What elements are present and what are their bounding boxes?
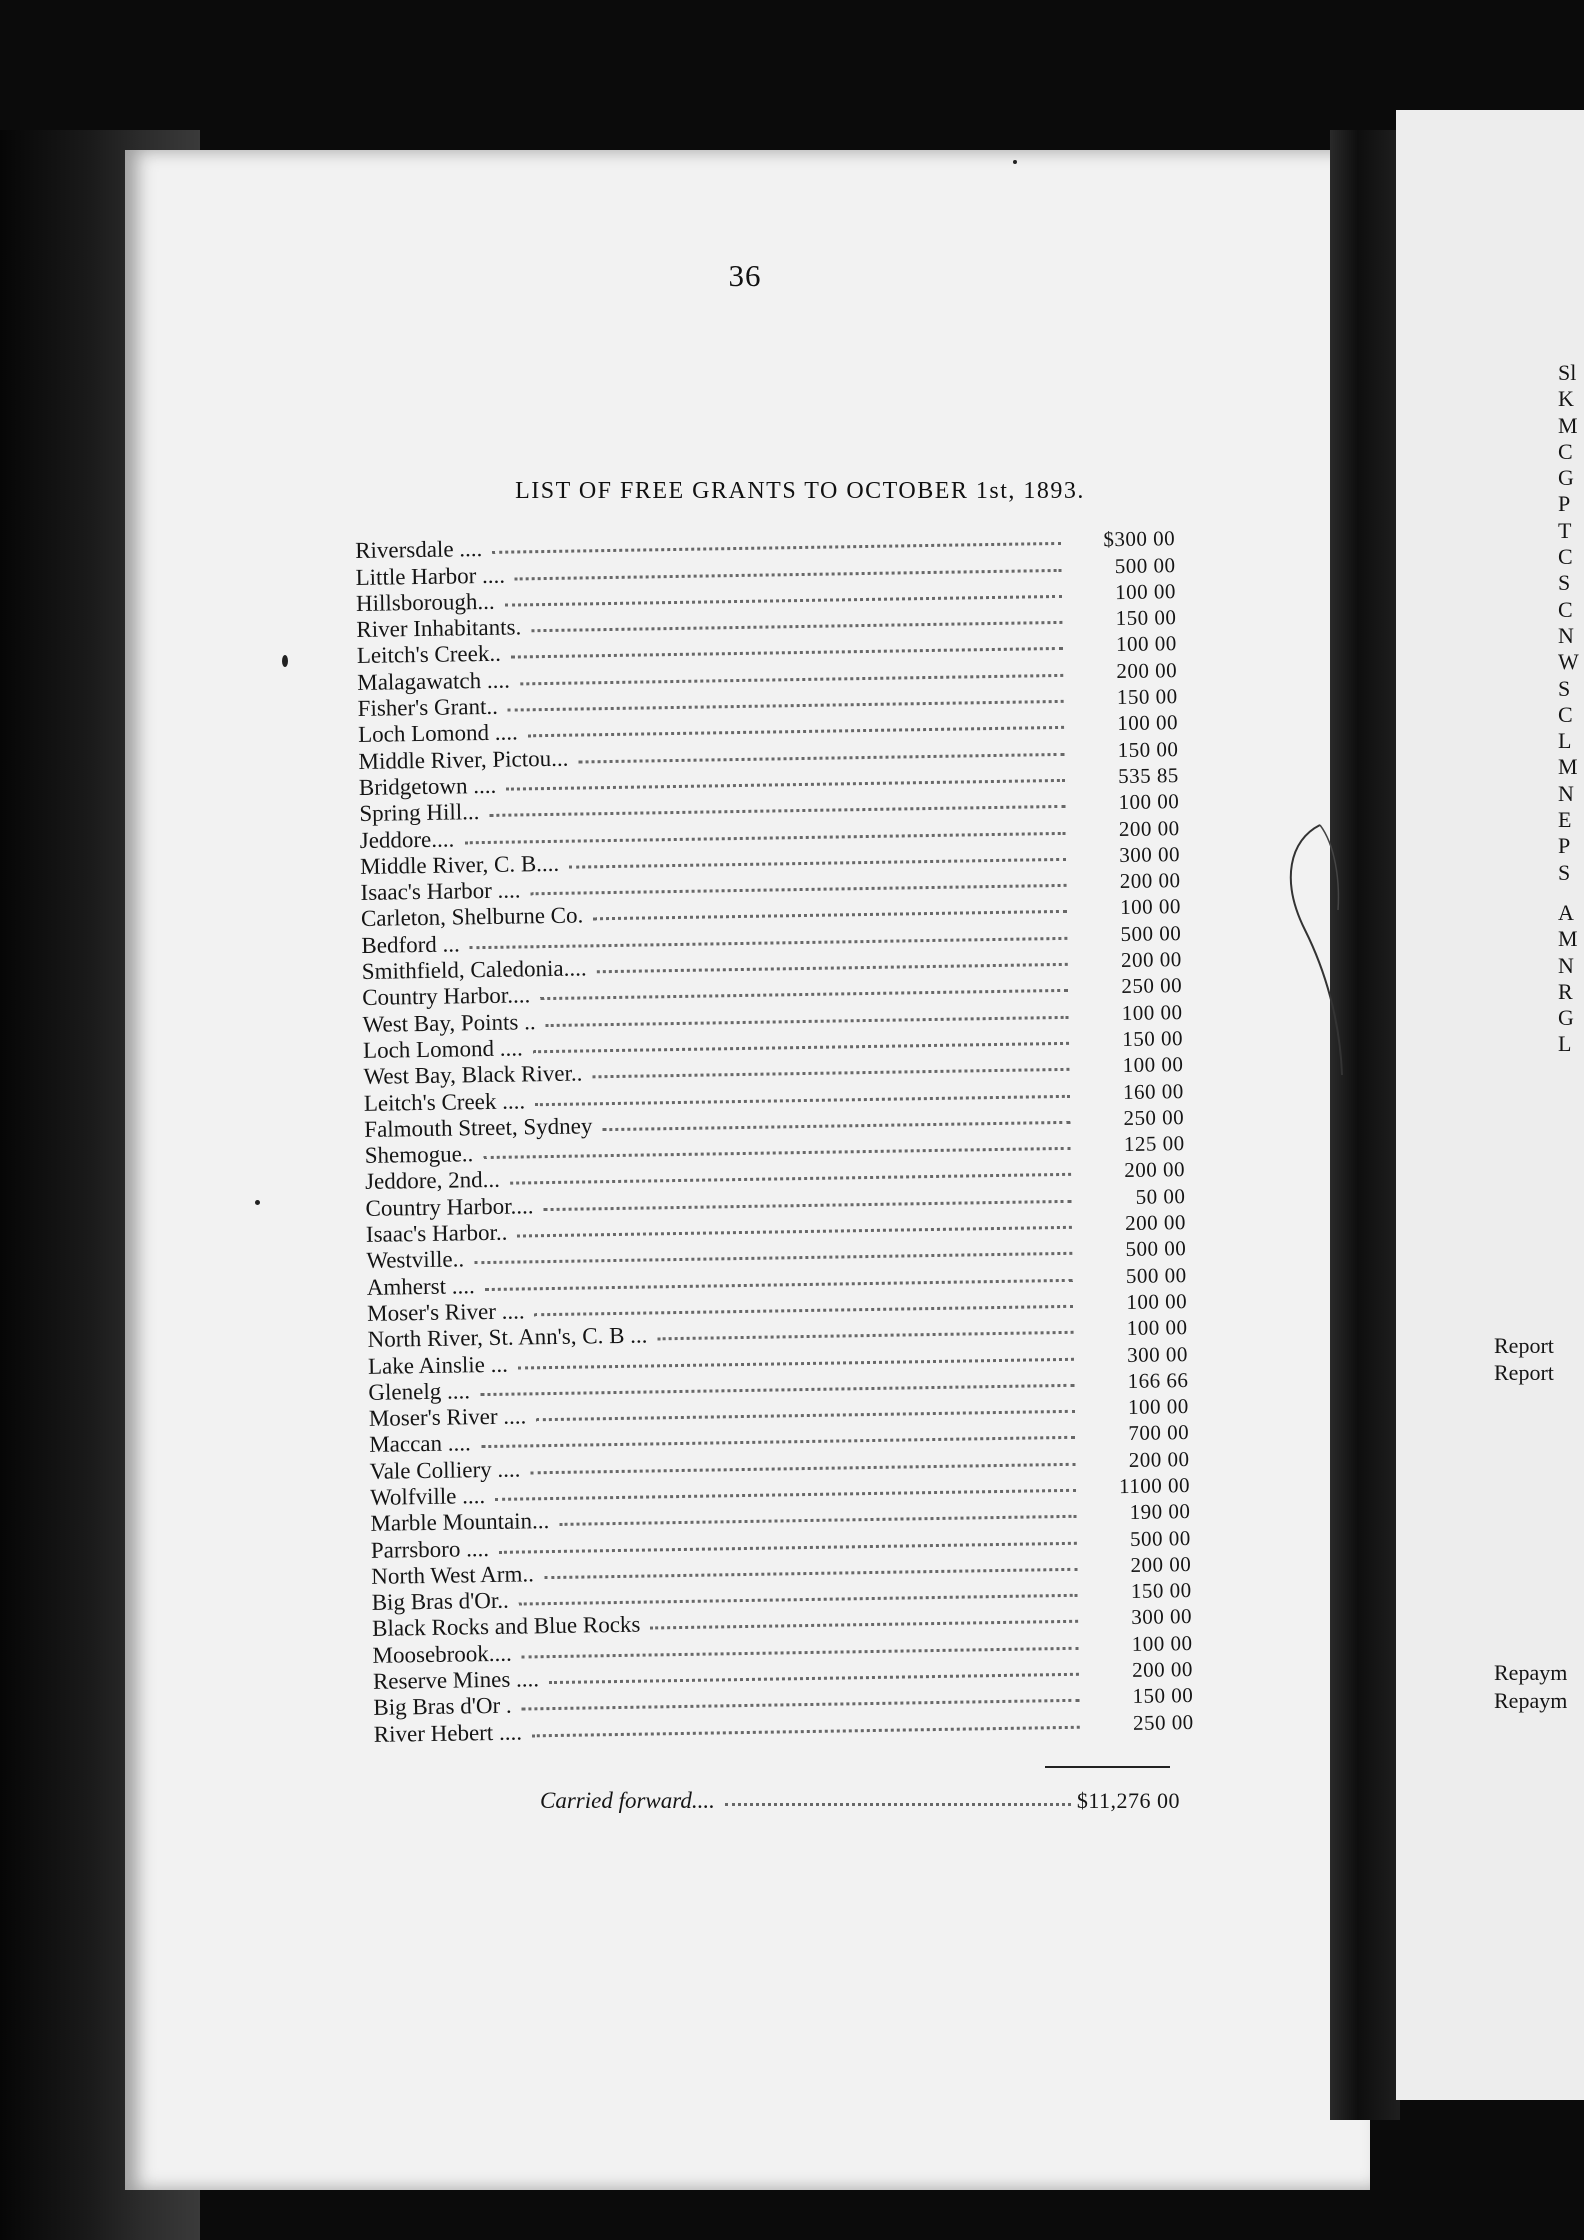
grant-place: Hillsborough...	[355, 588, 495, 616]
page-number: 36	[728, 258, 762, 293]
grant-amount: $300 00	[1103, 526, 1176, 552]
dot-leader	[540, 988, 1068, 1000]
loose-thread-mark	[1280, 820, 1360, 1080]
grant-place: Middle River, Pictou...	[358, 745, 569, 774]
grant-place: Glenelg ....	[368, 1378, 471, 1405]
dot-leader	[531, 883, 1067, 895]
dot-leader	[470, 936, 1068, 949]
dot-leader	[546, 1014, 1069, 1026]
grant-place: Moser's River ....	[366, 1298, 525, 1326]
grant-place: Maccan ....	[369, 1430, 471, 1458]
facing-page-letter: N	[1558, 622, 1574, 648]
grant-amount: 500 00	[1125, 1262, 1187, 1288]
grant-amount: 100 00	[1121, 999, 1183, 1025]
dot-leader	[495, 1488, 1076, 1501]
grant-place: Jeddore, 2nd...	[364, 1167, 501, 1195]
book-gutter	[1330, 130, 1400, 2120]
facing-page-letter: K	[1558, 386, 1574, 412]
dot-leader	[510, 1172, 1071, 1185]
facing-page-text-mid	[1558, 900, 1584, 1058]
dot-leader	[536, 1409, 1075, 1421]
grant-amount: 50 00	[1135, 1183, 1186, 1209]
facing-page-reported-1: Report	[1494, 1333, 1554, 1358]
dot-leader	[725, 1802, 1071, 1806]
grant-place: Smithfield, Caledonia....	[361, 955, 587, 984]
grant-amount: 300 00	[1131, 1604, 1193, 1630]
facing-page-letter: L	[1558, 728, 1572, 754]
grant-place: Shemogue..	[364, 1141, 474, 1169]
dot-leader	[520, 673, 1063, 686]
grant-amount: 200 00	[1128, 1446, 1190, 1472]
grant-amount: 1100 00	[1118, 1472, 1191, 1499]
grant-place: Big Bras d'Or .	[373, 1693, 512, 1721]
grant-amount: 150 00	[1116, 684, 1178, 710]
grant-amount: 200 00	[1124, 1210, 1187, 1236]
carried-forward-row	[540, 1788, 1180, 1814]
dot-leader	[533, 1041, 1069, 1053]
grant-amount: 200 00	[1131, 1657, 1194, 1682]
grant-place: Isaac's Harbor ....	[360, 877, 521, 906]
facing-page-letter: G	[1558, 1005, 1574, 1031]
dot-leader	[657, 1330, 1073, 1341]
dot-leader	[535, 1304, 1074, 1316]
grant-place: Black Rocks and Blue Rocks	[371, 1612, 641, 1642]
grant-place: Reserve Mines ....	[372, 1666, 540, 1694]
grant-amount: 150 00	[1132, 1683, 1194, 1709]
facing-page-text-top	[1558, 360, 1584, 886]
dot-leader	[518, 1356, 1074, 1369]
grant-amount: 190 00	[1129, 1499, 1191, 1525]
grant-amount: 250 00	[1123, 1104, 1185, 1130]
grant-place: Isaac's Harbor..	[365, 1219, 508, 1247]
grant-place: Middle River, C. B....	[359, 850, 560, 879]
dot-leader	[511, 646, 1063, 659]
dot-leader	[592, 1067, 1069, 1078]
dot-leader	[531, 620, 1062, 632]
dot-leader	[597, 962, 1068, 973]
carried-forward-label: Carried forward....	[540, 1788, 715, 1813]
grant-amount: 200 00	[1119, 868, 1181, 894]
grant-place: Loch Lomond ....	[357, 719, 518, 748]
facing-page-letter: M	[1558, 926, 1578, 952]
grant-amount: 200 00	[1116, 657, 1178, 683]
grant-place: Falmouth Street, Sydney	[364, 1113, 593, 1142]
grant-place: West Bay, Points ..	[362, 1008, 536, 1037]
facing-page-letter: E	[1558, 807, 1572, 833]
dot-leader	[480, 1383, 1074, 1396]
grant-amount: 500 00	[1125, 1236, 1187, 1262]
dot-leader	[528, 725, 1064, 737]
grant-place: Moser's River ....	[368, 1403, 527, 1431]
dot-leader	[578, 752, 1064, 764]
grant-place: River Inhabitants.	[356, 614, 522, 643]
dot-leader	[544, 1199, 1072, 1211]
grant-place: Amherst ....	[366, 1272, 475, 1300]
dot-leader	[559, 1514, 1076, 1526]
dot-leader	[593, 909, 1067, 920]
grant-place: Country Harbor....	[362, 982, 531, 1011]
ink-speck	[1013, 160, 1017, 164]
carried-forward-value: $11,276 00	[1076, 1788, 1180, 1813]
dot-leader	[519, 1593, 1078, 1606]
grant-amount: 535 85	[1117, 763, 1180, 789]
grant-place: Big Bras d'Or..	[371, 1587, 509, 1616]
dot-leader	[481, 1435, 1075, 1448]
grant-amount: 250 00	[1132, 1709, 1194, 1735]
grant-place: River Hebert ....	[373, 1719, 523, 1747]
dot-leader	[506, 778, 1065, 791]
total-rule	[1045, 1766, 1170, 1768]
facing-page-letter: C	[1558, 596, 1573, 622]
facing-page-letter: M	[1558, 754, 1578, 780]
grant-amount: 150 00	[1122, 1025, 1184, 1051]
grant-amount: 500 00	[1129, 1525, 1191, 1551]
facing-page	[1396, 110, 1584, 2100]
facing-page-repayments-1: Repaym	[1494, 1660, 1568, 1685]
grant-amount: 500 00	[1114, 552, 1176, 578]
facing-page-letter: S	[1558, 675, 1571, 701]
grant-place: Bridgetown ....	[358, 772, 497, 800]
dot-leader	[532, 1724, 1080, 1737]
dot-leader	[483, 1146, 1070, 1159]
grant-place: Wolfville ....	[369, 1483, 486, 1510]
dot-leader	[464, 830, 1065, 843]
grant-place: Riversdale ....	[355, 536, 483, 564]
grant-place: Westville..	[366, 1246, 465, 1274]
grant-amount: 150 00	[1117, 736, 1179, 762]
dot-leader	[522, 1698, 1080, 1711]
dot-leader	[535, 1093, 1070, 1105]
grant-amount: 200 00	[1118, 815, 1180, 841]
dot-leader	[485, 1277, 1073, 1290]
grant-amount: 200 00	[1124, 1157, 1186, 1183]
grant-amount: 100 00	[1126, 1315, 1188, 1341]
dot-leader	[650, 1619, 1078, 1630]
grant-place: Leitch's Creek..	[356, 641, 502, 669]
grant-place: Loch Lomond ....	[362, 1035, 523, 1063]
facing-page-letter: W	[1558, 649, 1579, 675]
facing-page-letter: R	[1558, 978, 1573, 1004]
grant-place: North River, St. Ann's, C. B ...	[367, 1322, 648, 1353]
grant-amount: 200 00	[1130, 1551, 1192, 1577]
grant-place: Moosebrook....	[372, 1640, 513, 1668]
grant-place: Marble Mountain...	[370, 1508, 550, 1537]
grant-amount: 300 00	[1119, 841, 1181, 867]
dot-leader	[499, 1540, 1077, 1553]
grant-amount: 100 00	[1126, 1288, 1188, 1314]
grant-place: Parrsboro ....	[370, 1535, 490, 1563]
dot-leader	[517, 1225, 1072, 1238]
facing-page-letter: N	[1558, 780, 1574, 806]
grant-place: Country Harbor....	[365, 1192, 534, 1221]
ink-speck	[282, 655, 288, 667]
facing-page-repayments-2: Repaym	[1494, 1688, 1568, 1713]
grant-amount: 100 00	[1115, 631, 1177, 657]
grant-amount: 700 00	[1128, 1420, 1190, 1446]
dot-leader	[474, 1251, 1072, 1264]
facing-page-letter: C	[1558, 544, 1573, 570]
grant-place: Jeddore....	[359, 826, 455, 853]
grant-place: West Bay, Black River..	[363, 1060, 583, 1090]
facing-page-letter: A	[1558, 900, 1574, 925]
grant-amount: 100 00	[1119, 894, 1182, 920]
grant-amount: 125 00	[1123, 1131, 1185, 1157]
facing-page-letter: L	[1558, 1031, 1572, 1057]
facing-page-letter: P	[1558, 491, 1571, 517]
dot-leader	[530, 1461, 1075, 1474]
grant-place: Lake Ainslie ...	[367, 1351, 509, 1379]
grants-list	[355, 525, 1194, 1747]
grant-place: Leitch's Creek ....	[363, 1087, 526, 1116]
grant-amount: 300 00	[1126, 1341, 1189, 1367]
dot-leader	[489, 804, 1065, 817]
dot-leader	[492, 541, 1061, 554]
facing-page-letter: M	[1558, 412, 1578, 438]
grant-place: Little Harbor ....	[355, 562, 506, 590]
grant-place: Bedford ...	[361, 931, 460, 958]
grant-amount: 150 00	[1130, 1578, 1192, 1604]
ink-speck	[255, 1200, 260, 1205]
grant-place: Spring Hill...	[359, 799, 480, 827]
grant-place: Malagawatch ....	[357, 667, 511, 695]
grant-amount: 500 00	[1120, 920, 1182, 946]
dot-leader	[515, 567, 1062, 580]
facing-page-letter: S	[1558, 570, 1571, 596]
dot-leader	[549, 1672, 1079, 1684]
grant-place: North West Arm..	[371, 1561, 535, 1589]
grant-amount: 166 66	[1127, 1367, 1189, 1393]
grant-amount: 160 00	[1122, 1078, 1184, 1104]
facing-page-letter: T	[1558, 517, 1572, 543]
page-title: LIST OF FREE GRANTS TO OCTOBER 1st, 1893.	[515, 478, 1085, 504]
grant-place: Vale Colliery ....	[369, 1456, 521, 1484]
grant-amount: 100 00	[1131, 1630, 1193, 1656]
dot-leader	[602, 1120, 1070, 1131]
grant-amount: 100 00	[1122, 1052, 1184, 1078]
dot-leader	[569, 857, 1066, 869]
dot-leader	[544, 1567, 1077, 1579]
grant-place: Fisher's Grant..	[357, 693, 499, 722]
facing-page-letter: C	[1558, 438, 1573, 464]
dot-leader	[508, 699, 1064, 712]
grant-amount: 100 00	[1117, 710, 1179, 736]
facing-page-letter: G	[1558, 465, 1574, 491]
grant-amount: 200 00	[1120, 947, 1182, 973]
dot-leader	[505, 594, 1062, 607]
grant-amount: 100 00	[1118, 789, 1180, 815]
grant-amount: 100 00	[1115, 579, 1177, 604]
facing-page-letter: S	[1558, 859, 1571, 885]
facing-page-letter: C	[1558, 701, 1573, 727]
grant-amount: 250 00	[1121, 973, 1183, 999]
grant-amount: 150 00	[1115, 605, 1177, 631]
facing-page-letter: P	[1558, 833, 1571, 859]
facing-page-letter: Sl	[1558, 360, 1577, 385]
grant-place: Carleton, Shelburne Co.	[360, 902, 584, 932]
grant-amount: 100 00	[1127, 1394, 1189, 1420]
facing-page-letter: N	[1558, 952, 1574, 978]
dot-leader	[522, 1646, 1079, 1659]
facing-page-reported-2: Report	[1494, 1360, 1554, 1385]
